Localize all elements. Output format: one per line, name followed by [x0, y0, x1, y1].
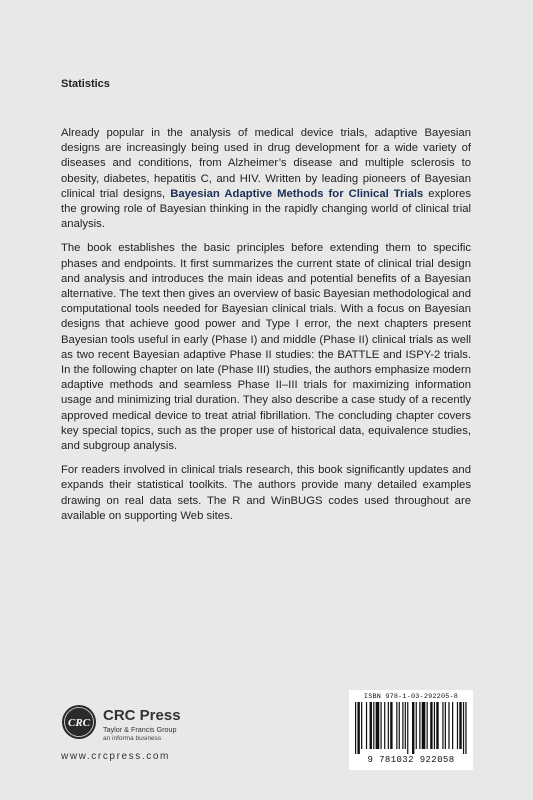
barcode-bar: [412, 702, 414, 754]
barcode-bar: [355, 702, 356, 754]
barcode-bar: [370, 702, 372, 749]
category-label: Statistics: [61, 78, 110, 90]
publisher-url: www.crcpress.com: [61, 751, 170, 762]
barcode-bar: [407, 702, 408, 754]
crc-seal-text: CRC: [67, 717, 91, 729]
barcode-bar: [376, 702, 380, 749]
barcode-bar: [402, 702, 403, 749]
barcode-bar: [448, 702, 449, 749]
barcode-bar: [373, 702, 374, 749]
barcode-bar: [361, 702, 362, 749]
isbn-barcode: [349, 690, 473, 770]
barcode-bar: [390, 702, 392, 749]
barcode-bar: [396, 702, 397, 749]
blurb-p1-end: explores the growing role of Bayesian thinking in the rapidly changing world of clinical trial analysis.: [61, 187, 471, 231]
blurb-paragraph-2: The book establishes the basic principles before extending them to specific phases and endpoints. It first summarizes the current state of clinical trial design and analysis and introduces the main ideas and potential benefits of a Bayesian alternative. The text then gives an overview of basic Bayesian methodological and computational tools needed for Bayesian clinical trials. With a focus on Bayesian designs that achieve good power and Type I error, the next chapters present Bayesian tools useful in early (Phase I) and middle (Phase II) clinical trials as well as two recent Bayesian adaptive Phase II studies: the BATTLE and ISPY-2 trials. In the following chapter on late (Phase III) studies, the authors emphasize modern adaptive methods and seamless Phase II–III trials for maximizing information usage and minimizing trial duration. They also describe a case study of a recently approved medical device to treat atrial fibrillation. The concluding chapter covers key special topics, such as the proper use of historical data, equivalence studies, and subgroup analysis.: [61, 242, 471, 453]
barcode-bar: [430, 702, 432, 749]
isbn-label: ISBN 978-1-03-292205-8: [363, 693, 459, 701]
barcode-bar: [416, 702, 417, 749]
barcode-bar: [445, 702, 446, 749]
barcode-bars: [355, 702, 469, 754]
barcode-bar: [366, 702, 367, 749]
barcode-bar: [452, 702, 453, 749]
barcode-bar: [442, 702, 443, 749]
publisher-block: [61, 704, 241, 774]
book-title: Bayesian Adaptive Methods for Clinical Trials: [170, 187, 424, 200]
barcode-digits: 9 781032 922058: [367, 755, 455, 765]
barcode-bar: [419, 702, 420, 749]
barcode-bar: [388, 702, 389, 749]
barcode-bar: [457, 702, 458, 749]
barcode-bar: [380, 702, 381, 749]
publisher-name: CRC Press: [103, 707, 181, 724]
blurb-paragraph-3: For readers involved in clinical trials research, this book significantly updates and expands their statistical toolkits. The authors provide many detailed examples drawing on real data sets. The R and WinBUGS codes used throughout are available on supporting Web sites.: [61, 464, 471, 522]
barcode-bar: [399, 702, 400, 749]
blurb-p1-intro: Already popular in the analysis of medical device trials, adaptive Bayesian designs are increasingly being used in drug development for a wide variety of diseases and conditions, from Alzheimer’s disease and multiple sclerosis to obesity, diabetes, hepatitis C, and HIV. Written by leading pioneers of Bayesian clinical trial designs,: [61, 127, 471, 200]
barcode-bar: [384, 702, 385, 749]
barcode-bar: [427, 702, 428, 749]
barcode-bar: [465, 702, 466, 754]
blurb: [61, 126, 471, 533]
barcode-bar: [459, 702, 461, 749]
barcode-bar: [405, 702, 406, 749]
publisher-group: Taylor & Francis Group: [103, 725, 177, 734]
blurb-paragraph-1: [61, 126, 471, 232]
barcode-bar: [422, 702, 426, 749]
barcode-bar: [463, 702, 464, 754]
publisher-informa: an informa business: [103, 735, 162, 742]
barcode-bar: [436, 702, 438, 749]
crc-seal-logo: [61, 704, 97, 740]
barcode-bar: [434, 702, 435, 749]
barcode-bar: [357, 702, 359, 754]
